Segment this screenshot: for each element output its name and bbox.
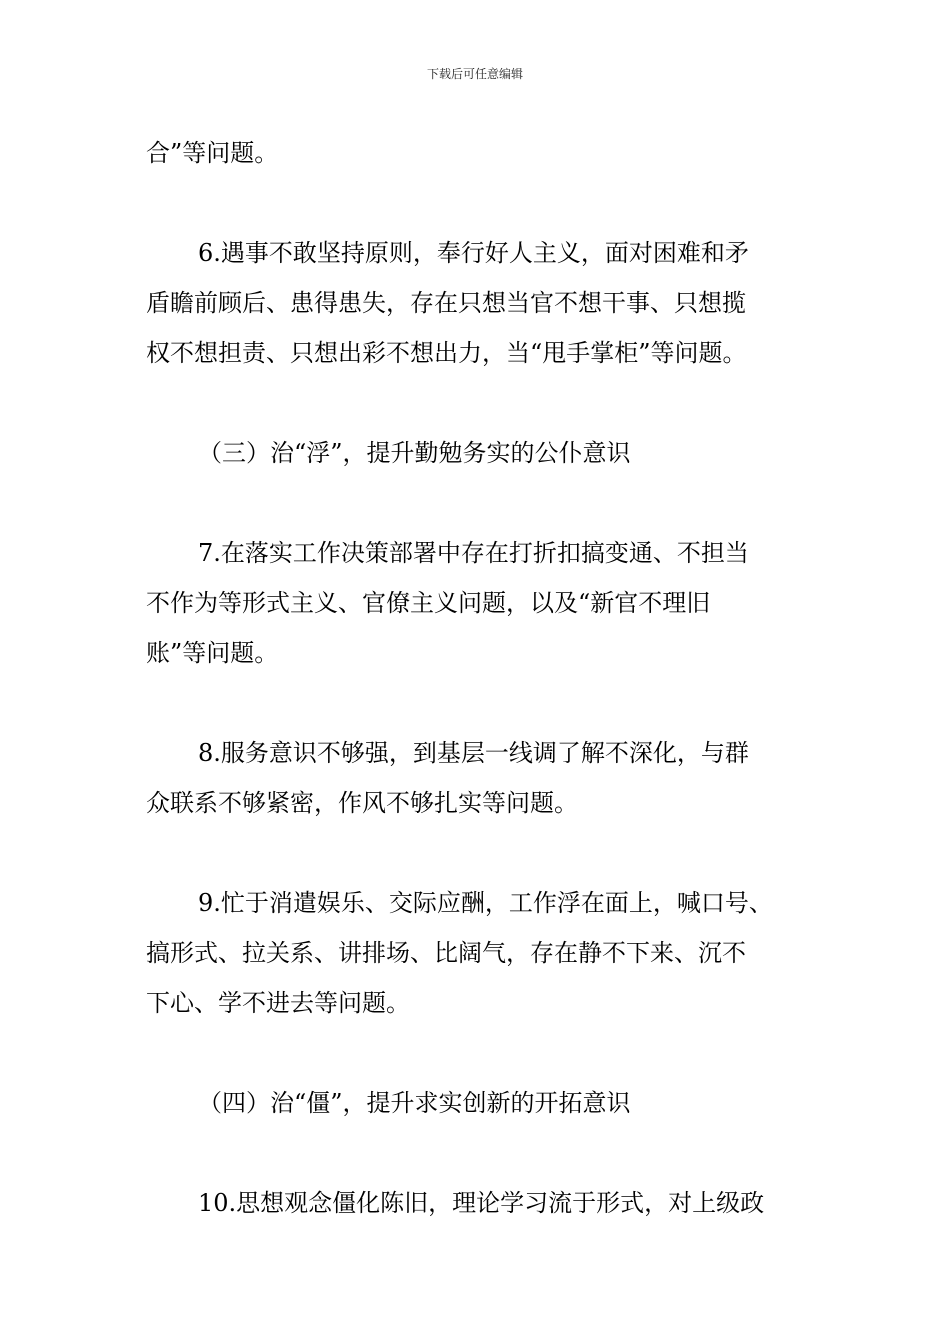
paragraph-item-7 — [146, 528, 818, 678]
text-line: 8.服务意识不够强，到基层一线调了解不深化，与群 — [198, 739, 749, 767]
paragraph-gap — [146, 378, 818, 428]
paragraph-continuation — [146, 128, 818, 178]
paragraph-item-10 — [146, 1178, 818, 1228]
text-line: 权不想担责、只想出彩不想出力，当“甩手掌柜”等问题。 — [146, 339, 747, 367]
paragraph-item-9 — [146, 878, 818, 1028]
paragraph-gap — [146, 828, 818, 878]
text-line: 众联系不够紧密，作风不够扎实等问题。 — [146, 789, 578, 817]
paragraph-gap — [146, 478, 818, 528]
paragraph-gap — [146, 678, 818, 728]
paragraph-gap — [146, 1028, 818, 1078]
text-line: 10.思想观念僵化陈旧，理论学习流于形式，对上级政 — [198, 1189, 765, 1217]
section-heading-3 — [146, 428, 818, 478]
text-line: 搞形式、拉关系、讲排场、比阔气，存在静不下来、沉不 — [146, 939, 746, 967]
text-line: 盾瞻前顾后、患得患失，存在只想当官不想干事、只想揽 — [146, 289, 746, 317]
document-body — [146, 128, 818, 1228]
paragraph-gap — [146, 178, 818, 228]
text-line: （四）治“僵”，提升求实创新的开拓意识 — [198, 1089, 631, 1117]
page-header-note: 下载后可任意编辑 — [426, 67, 523, 81]
text-line: 下心、学不进去等问题。 — [146, 989, 410, 1017]
text-line: （三）治“浮”，提升勤勉务实的公仆意识 — [198, 439, 631, 467]
paragraph-item-6 — [146, 228, 818, 378]
text-line: 7.在落实工作决策部署中存在打折扣搞变通、不担当 — [198, 539, 749, 567]
text-line: 不作为等形式主义、官僚主义问题，以及“新官不理旧 — [146, 589, 711, 617]
text-line: 账”等问题。 — [146, 639, 279, 667]
text-line: 6.遇事不敢坚持原则，奉行好人主义，面对困难和矛 — [198, 239, 749, 267]
section-heading-4 — [146, 1078, 818, 1128]
text-line: 合”等问题。 — [146, 139, 279, 167]
paragraph-item-8 — [146, 728, 818, 828]
text-line: 9.忙于消遣娱乐、交际应酬，工作浮在面上，喊口号、 — [198, 889, 773, 917]
paragraph-gap — [146, 1128, 818, 1178]
